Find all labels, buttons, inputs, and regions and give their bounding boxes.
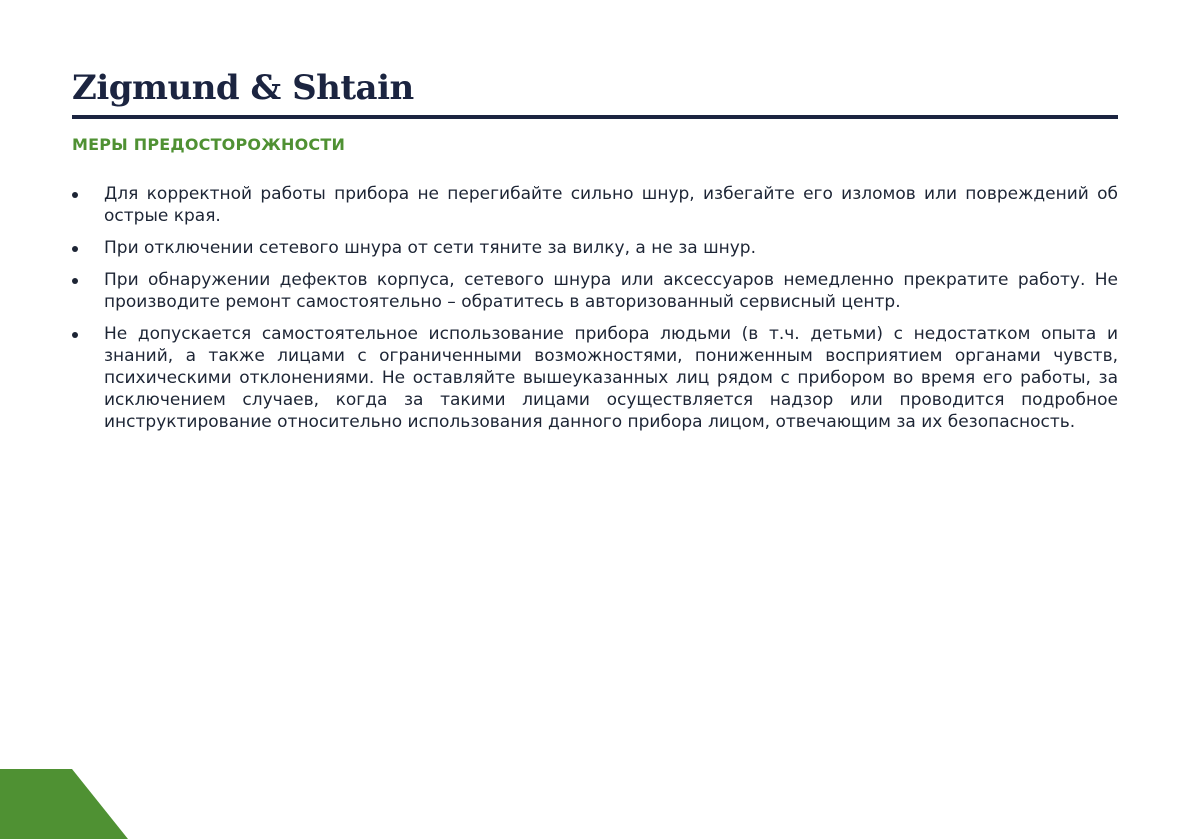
list-item (72, 183, 1118, 227)
bullet-icon (72, 246, 78, 252)
bullet-icon (72, 278, 78, 284)
header-divider (72, 115, 1118, 119)
list-item (72, 237, 1118, 259)
bullet-icon (72, 192, 78, 198)
brand-logo: Zigmund & Shtain (72, 68, 414, 108)
list-item-text: Для корректной работы прибора не перегибайте сильно шнур, избегайте его изломов или повреждений об острые края. (104, 184, 1118, 226)
list-item (72, 323, 1118, 433)
section-title: МЕРЫ ПРЕДОСТОРОЖНОСТИ (72, 135, 346, 154)
list-item-text: При отключении сетевого шнура от сети тяните за вилку, а не за шнур. (104, 238, 757, 258)
list-item-text: Не допускается самостоятельное использование прибора людьми (в т.ч. детьми) с недостатком опыта и знаний, а также лицами с ограниченными возможностями, пониженным восприятием органами чувств, психическими отклонениями. Не оставляйте вышеуказанных лиц рядом с прибором во время его работы, за исключением случаев, когда за такими лицами осуществляется надзор или проводится подробное инструктирование относительно использования данного прибора лицом, отвечающим за их безопасность. (104, 324, 1118, 432)
corner-decoration (0, 769, 128, 839)
list-item-text: При обнаружении дефектов корпуса, сетевого шнура или аксессуаров немедленно прекратите работу. Не производите ремонт самостоятельно – обратитесь в авторизованный сервисный центр. (104, 270, 1118, 312)
bullet-icon (72, 332, 78, 338)
precautions-list (72, 183, 1118, 443)
list-item (72, 269, 1118, 313)
